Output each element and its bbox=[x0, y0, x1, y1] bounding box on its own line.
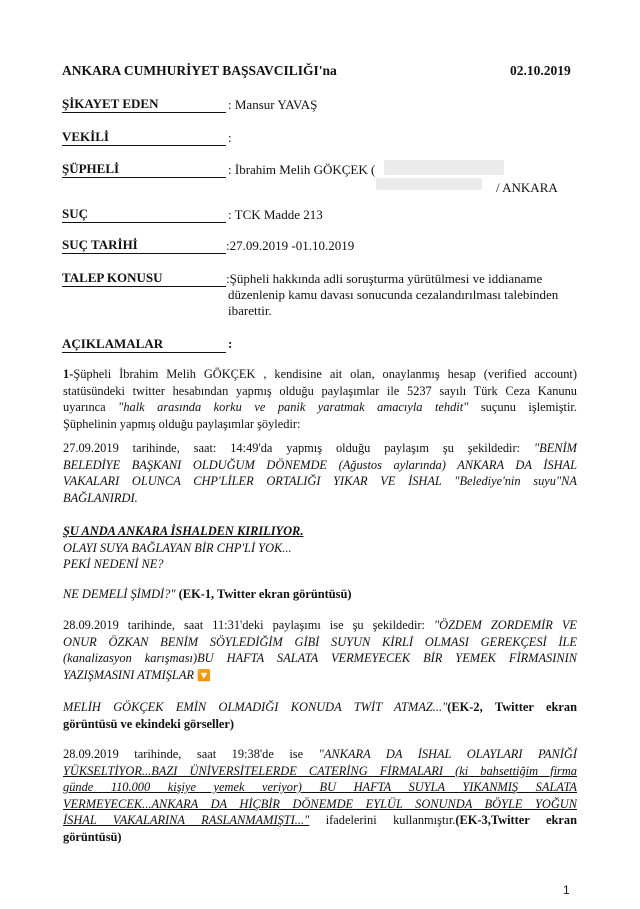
suspect-value: : İbrahim Melih GÖKÇEK ( bbox=[228, 162, 376, 177]
label-underline bbox=[62, 253, 226, 254]
item-number: 1- bbox=[63, 367, 74, 381]
paragraph-4: NE DEMELİ ŞİMDİ?" (EK-1, Twitter ekran görüntüsü) bbox=[63, 587, 352, 601]
explanations-colon: : bbox=[228, 336, 233, 351]
paragraph-7: 28.09.2019 tarihinde, saat 19:38'de ise "ANKARA DA İSHAL OLAYLARI PANİĞİ YÜKSELTİYOR...BAZI ÜNİVERSİTELERDE CATERİNG FİRMALARI (ki bahsettiğim firma günde 110.000 kişiye yemek veriyor) BU HAFTA SUYLA YIKANMIŞ SALATA VERMEYECEK...ANKARA DA HİÇBİR DÖNEMDE EYLÜL SONUNDA BÖYLE YOĞUN İSHAL VAKALARINA RASLANMAMIŞTI..." ifadelerini kullanmıştır.(EK-3,Twitter ekran görüntüsü) bbox=[63, 747, 578, 844]
quoted-text: "halk arasında korku ve panik yaratmak amacıyla tehdit" bbox=[118, 400, 469, 414]
crime-label: SUÇ bbox=[62, 206, 89, 221]
crime-value: : TCK Madde 213 bbox=[228, 207, 323, 222]
paragraph-2: 27.09.2019 tarihinde, saat: 14:49'da yapmış olduğu paylaşım şu şekildedir: "BENİM BELEDİYE BAŞKANI OLDUĞUM DÖNEMDE (Ağustos aylarında) ANKARA DA İSHAL VAKALARI OLUNCA CHP'LİLER ORTALIĞI YIKAR VE İSHAL "Belediye'nin suyu"NA BAĞLANIRDI. bbox=[63, 441, 577, 505]
quoted-tweet: "ANKARA DA İSHAL OLAYLARI PANİĞİ bbox=[318, 747, 578, 761]
document-date: 02.10.2019 bbox=[510, 63, 571, 78]
highlighted-line: ŞU ANDA ANKARA İSHALDEN KIRILIYOR. bbox=[63, 524, 304, 538]
suspect-label: ŞÜPHELİ bbox=[62, 161, 120, 176]
request-value-line3: ibarettir. bbox=[228, 303, 272, 318]
quoted-tweet: "ÖZDEM ZORDEMİR VE bbox=[433, 618, 578, 632]
label-underline bbox=[62, 177, 226, 178]
attorney-label: VEKİLİ bbox=[62, 129, 109, 144]
exhibit-reference: görüntüsü) bbox=[63, 829, 122, 844]
paragraph-5: 28.09.2019 tarihinde, saat 11:31'deki paylaşımı ise şu şekildedir: "ÖZDEM ZORDEMİR VE ONUR ÖZKAN BENİM SÖYLEDİĞİM GİBİ SUYUN KİRLİ OLMASI GEREKÇESİ İLE (kanalizasyon karışması)BU HAFTA SALATA VERMEYECEK BİR YEMEK FİRMASININ YAZIŞMASINI ATMIŞLAR 🔽 bbox=[63, 618, 578, 682]
exhibit-reference: (EK-3,Twitter ekran bbox=[455, 813, 577, 827]
paragraph-1: 1-Şüpheli İbrahim Melih GÖKÇEK , kendisine ait olan, onaylanmış hesap (verified account) statüsündeki twitter hesabından yapmış olduğu paylaşımlar ile 5237 sayılı Türk Ceza Kanunu uyarınca "halk arasında korku ve panik yaratmak amacıyla tehdit" suçunu işlemiştir. Şüphelinin yapmış olduğu paylaşımlar şöyledir: bbox=[63, 367, 577, 431]
suspect-city: / ANKARA bbox=[496, 180, 558, 195]
redaction-box bbox=[384, 160, 504, 175]
complainant-value: : Mansur YAVAŞ bbox=[228, 97, 318, 112]
exhibit-reference: görüntüsü ve ekindeki görseller) bbox=[63, 716, 235, 731]
addressee: ANKARA CUMHURİYET BAŞSAVCILIĞI'na bbox=[62, 63, 337, 78]
page-number: 1 bbox=[563, 883, 570, 897]
pointing-down-icon: 🔽 bbox=[196, 669, 211, 682]
explanations-label: AÇIKLAMALAR bbox=[62, 336, 164, 351]
label-underline bbox=[62, 352, 226, 353]
crime-date-value: :27.09.2019 -01.10.2019 bbox=[226, 238, 355, 253]
paragraph-3: ŞU ANDA ANKARA İSHALDEN KIRILIYOR. OLAYI SUYA BAĞLAYAN BİR CHP'Lİ YOK... PEKİ NEDENİ NE? bbox=[63, 523, 577, 573]
redaction-box bbox=[376, 178, 482, 190]
crime-date-label: SUÇ TARİHİ bbox=[62, 237, 138, 252]
attorney-value: : bbox=[228, 130, 232, 145]
request-value-line1: :Şüpheli hakkında adli soruşturma yürütülmesi ve iddianame bbox=[226, 271, 543, 286]
quoted-tweet: "BENİM bbox=[533, 441, 577, 455]
request-label: TALEP KONUSU bbox=[62, 270, 163, 285]
exhibit-reference: (EK-2, Twitter ekran bbox=[447, 700, 577, 714]
request-value-line2: düzenlenip kamu davası sonucunda cezalandırılması talebinden bbox=[228, 287, 559, 302]
paragraph-6: MELİH GÖKÇEK EMİN OLMADIĞI KONUDA TWİT ATMAZ..."(EK-2, Twitter ekran görüntüsü ve ekindeki görseller) bbox=[63, 700, 577, 731]
label-underline bbox=[62, 145, 226, 146]
complainant-label: ŞİKAYET EDEN bbox=[62, 96, 159, 111]
label-underline bbox=[62, 286, 226, 287]
label-underline bbox=[62, 222, 226, 223]
exhibit-reference: (EK-1, Twitter ekran görüntüsü) bbox=[178, 587, 352, 601]
label-underline bbox=[62, 112, 226, 113]
